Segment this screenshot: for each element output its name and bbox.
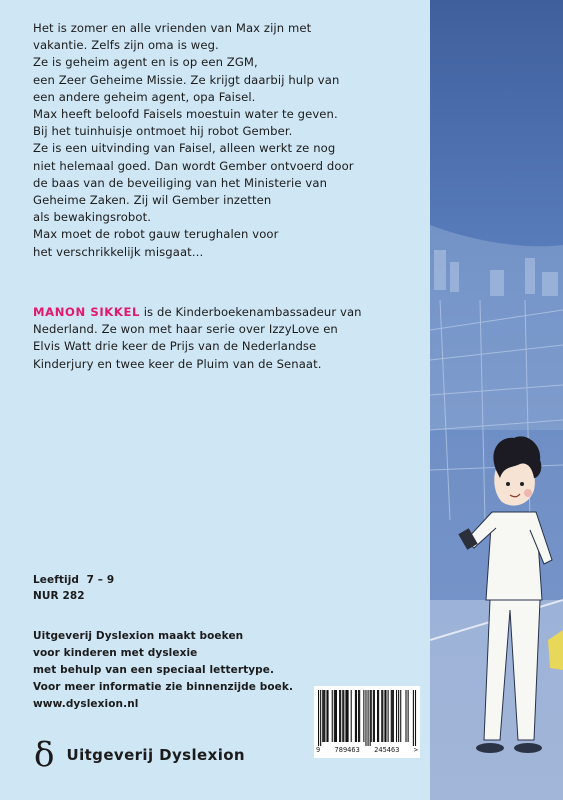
barcode-bar [336, 690, 337, 742]
barcode-bar [405, 690, 406, 742]
barcode-bar [393, 690, 394, 742]
blurb-line: de baas van de beveiliging van het Ministerie van [33, 175, 328, 190]
barcode-bar [368, 690, 369, 746]
barcode-bar [373, 690, 374, 742]
barcode-bar [324, 690, 325, 742]
barcode-bar [415, 690, 416, 746]
blurb-line: het verschrikkelijk misgaat… [33, 244, 204, 259]
blurb-line: Ze is geheim agent en is op een ZGM, [33, 55, 258, 70]
barcode-bar [326, 690, 327, 742]
blurb-line: als bewakingsrobot. [33, 210, 152, 225]
barcode-bar [392, 690, 393, 742]
barcode-bar [335, 690, 336, 742]
age-value: 7 – 9 [86, 574, 115, 586]
blurb-line: Max heeft beloofd Faisels moestuin water te geven. [33, 107, 338, 122]
barcode-bar [396, 690, 397, 742]
barcode-bar [385, 690, 386, 742]
barcode-group-1: 789463 [334, 746, 360, 754]
barcode-bar [342, 690, 343, 742]
barcode-bar [408, 690, 409, 742]
barcode-bar [356, 690, 357, 742]
publisher-line: met behulp van een speciaal lettertype. [33, 664, 275, 676]
author-bio [33, 304, 433, 373]
age-info [33, 572, 114, 604]
barcode-bar [382, 690, 383, 742]
barcode-bar [378, 690, 379, 742]
barcode-bar [391, 690, 392, 742]
barcode-bar [339, 690, 340, 742]
blurb-line: Geheime Zaken. Zij wil Gember inzetten [33, 193, 272, 208]
barcode-bar [377, 690, 378, 742]
barcode-bar [374, 690, 375, 742]
author-line-1 [33, 304, 433, 321]
barcode-bar [370, 690, 371, 746]
publisher-line: Voor meer informatie zie binnenzijde boek. [33, 681, 294, 693]
delta-logo-icon: δ [34, 735, 55, 775]
nur-value: 282 [62, 590, 85, 602]
cover-illustration [430, 0, 563, 800]
barcode-bar [371, 690, 372, 742]
logo-text: Uitgeverij Dyslexion [66, 746, 246, 764]
barcode-bar [322, 690, 323, 742]
barcode-end: > [413, 746, 418, 754]
blurb-line: een Zeer Geheime Missie. Ze krijgt daarbij hulp van [33, 72, 340, 87]
author-line-3: Elvis Watt drie keer de Prijs van de Nederlandse [33, 339, 317, 354]
blurb-line: Het is zomer en alle vrienden van Max zijn met [33, 21, 312, 35]
blurb-line: Bij het tuinhuisje ontmoet hij robot Gember. [33, 124, 293, 139]
barcode-group-2: 245463 [374, 746, 400, 754]
illustration-strip [430, 0, 563, 800]
barcode-bar [346, 690, 347, 742]
barcode-bar [320, 690, 321, 746]
isbn-barcode [314, 686, 420, 758]
barcode-bar [363, 690, 364, 742]
blurb-line: niet helemaal goed. Dan wordt Gember ontvoerd door [33, 158, 354, 173]
age-label: Leeftijd [33, 574, 80, 586]
barcode-bar [381, 690, 382, 742]
blurb-line: Max moet de robot gauw terughalen voor [33, 227, 279, 242]
barcode-bar [327, 690, 328, 742]
author-line-2: Nederland. Ze won met haar serie over IzzyLove en [33, 322, 338, 337]
publisher-website: www.dyslexion.nl [33, 698, 139, 710]
barcode-bar [398, 690, 399, 742]
barcode-bar [343, 690, 344, 742]
barcode-bar [355, 690, 356, 742]
author-line-4: Kinderjury en twee keer de Pluim van de Senaat. [33, 356, 322, 371]
barcode-bar [351, 690, 352, 742]
barcode-bar [384, 690, 385, 742]
barcode-bar [348, 690, 349, 742]
barcode-bar [334, 690, 335, 742]
author-line-1-rest: is de Kinderboekenambassadeur van [139, 305, 362, 319]
publisher-info [33, 628, 293, 713]
barcode-bar [323, 690, 324, 742]
barcode-digit-first: 9 [316, 746, 321, 754]
publisher-logo [34, 735, 246, 775]
publisher-line: Uitgeverij Dyslexion maakt boeken [33, 630, 244, 642]
barcode-bars [314, 686, 420, 746]
barcode-bar [318, 690, 319, 746]
blurb-line: Ze is een uitvinding van Faisel, alleen werkt ze nog [33, 141, 336, 156]
barcode-bar [345, 690, 346, 742]
barcode-bar [332, 690, 333, 742]
barcode-bar [388, 690, 389, 742]
barcode-bar [340, 690, 341, 742]
publisher-line: voor kinderen met dyslexie [33, 647, 198, 659]
blurb [33, 20, 423, 261]
author-name: MANON SIKKEL [33, 305, 140, 319]
barcode-bar [400, 690, 401, 742]
barcode-digits [314, 746, 420, 754]
barcode-bar [359, 690, 360, 742]
nur-label: NUR [33, 590, 59, 602]
blurb-line: een andere geheim agent, opa Faisel. [33, 89, 256, 104]
barcode-bar [358, 690, 359, 742]
barcode-bar [365, 690, 366, 746]
barcode-bar [413, 690, 414, 746]
blurb-line: vakantie. Zelfs zijn oma is weg. [33, 38, 219, 53]
